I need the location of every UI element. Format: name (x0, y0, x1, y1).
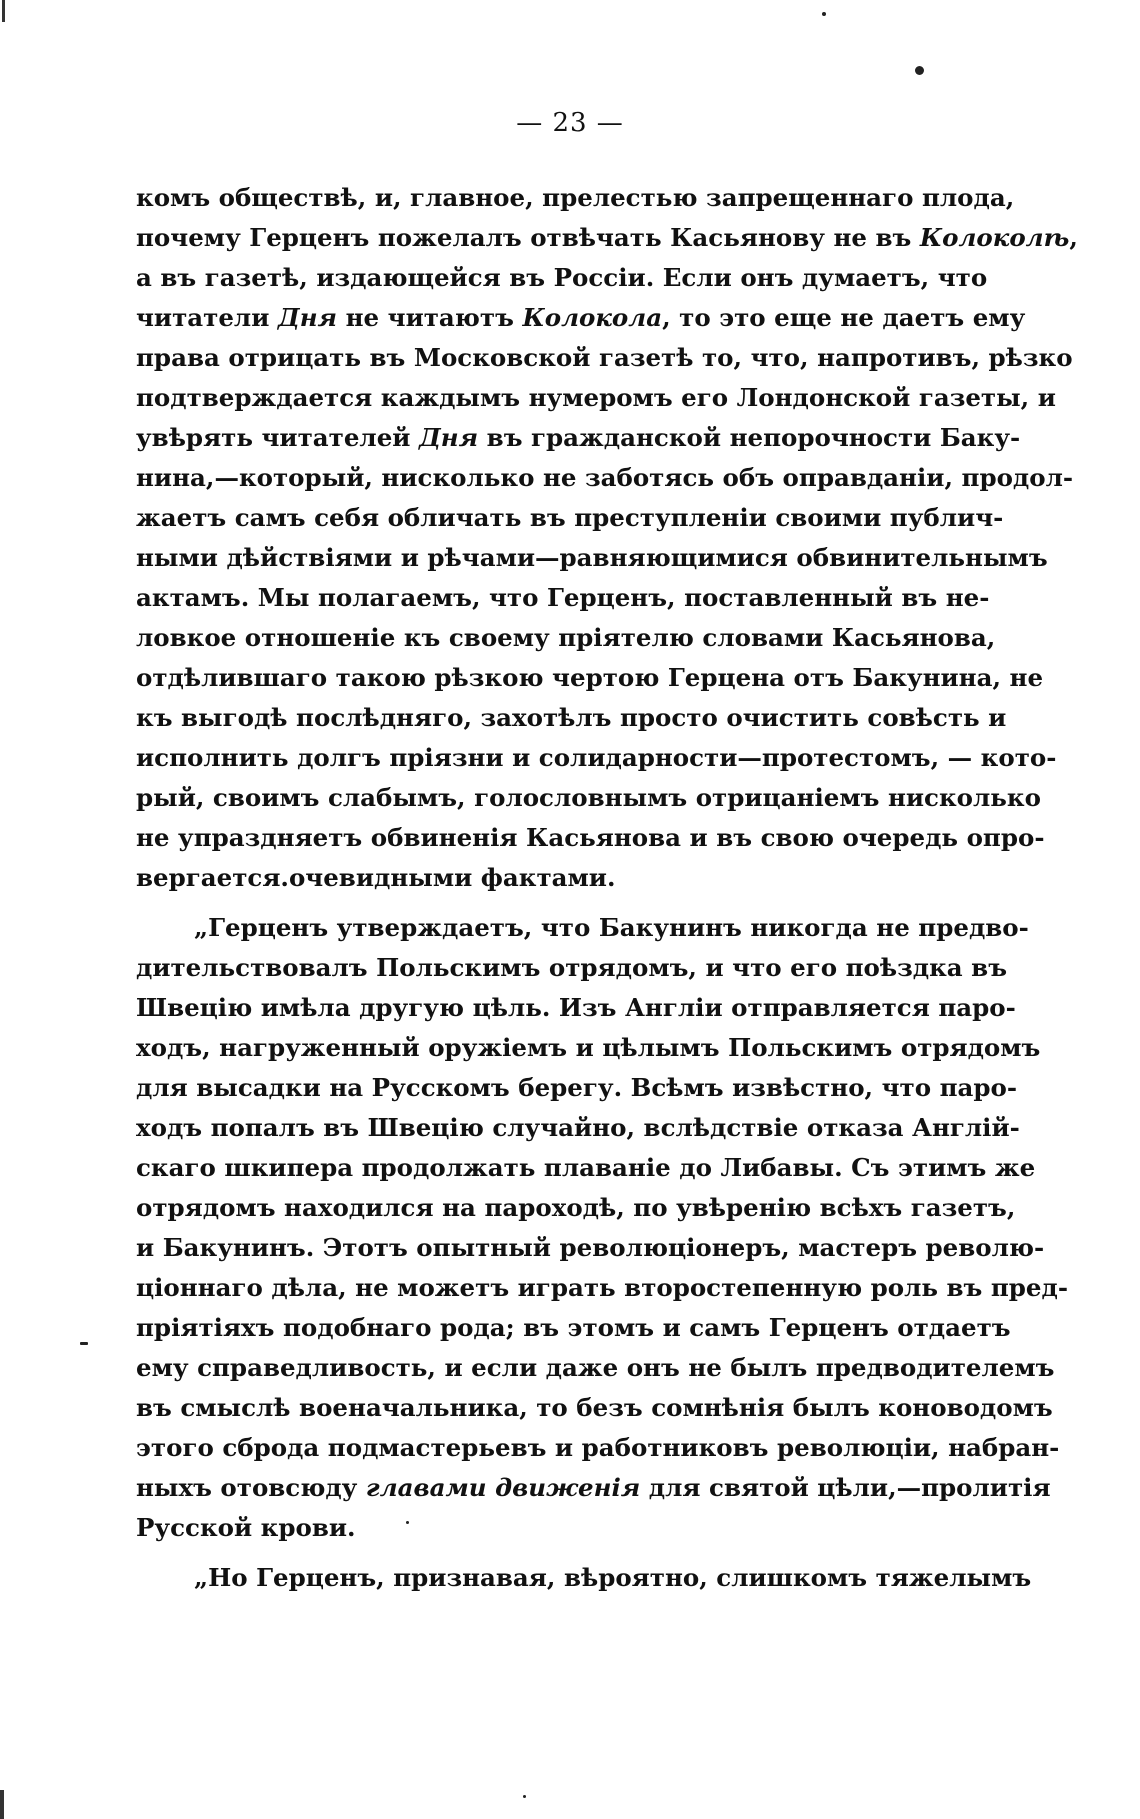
text-line: ему справедливость, и если даже онъ не былъ предводителемъ (136, 1353, 1055, 1382)
text-line: нина,—который, нисколько не заботясь объ оправданіи, продол- (136, 463, 1074, 492)
text-line: пріятіяхъ подобнаго рода; въ этомъ и самъ Герценъ отдаетъ (136, 1313, 1011, 1342)
text-line: Швецію имѣла другую цѣль. Изъ Англіи отправляется паро- (136, 993, 1016, 1022)
text-line: ловкое отношеніе къ своему пріятелю словами Касьянова, (136, 623, 996, 652)
text-line: почему Герценъ пожелалъ отвѣчать Касьянову не въ Колоколѣ, (136, 223, 1078, 252)
text-line: а въ газетѣ, издающейся въ Россіи. Если онъ думаетъ, что (136, 263, 988, 292)
italic-title: Колокола (522, 303, 663, 332)
text-line: въ смыслѣ военачальника, то безъ сомнѣнія былъ коноводомъ (136, 1393, 1053, 1422)
text-line: отрядомъ находился на пароходѣ, по увѣренію всѣхъ газетъ, (136, 1193, 1016, 1222)
text-line: „Герценъ утверждаетъ, что Бакунинъ никогда не предво- (194, 913, 1029, 942)
text-line: читатели Дня не читаютъ Колокола, то это еще не даетъ ему (136, 303, 1026, 332)
text-line: жаетъ самъ себя обличать въ преступленіи своими публич- (136, 503, 1004, 532)
text-line: ходъ, нагруженный оружіемъ и цѣлымъ Польскимъ отрядомъ (136, 1033, 1041, 1062)
text-line: не упраздняетъ обвиненія Касьянова и въ свою очередь опро- (136, 823, 1045, 852)
text-line: дительствовалъ Польскимъ отрядомъ, и что его поѣздка въ (136, 953, 1007, 982)
text-line: рый, своимъ слабымъ, голословнымъ отрицаніемъ нисколько (136, 783, 1041, 812)
paragraph-gap (136, 898, 978, 908)
scan-edge-mark (2, 0, 5, 22)
italic-title: Дня (277, 303, 338, 332)
text-line: комъ обществѣ, и, главное, прелестью запрещеннаго плода, (136, 183, 1015, 212)
scan-speck (523, 1795, 526, 1798)
scan-edge-mark (0, 1790, 4, 1819)
scan-speck (80, 1342, 88, 1345)
text-line: этого сброда подмастерьевъ и работниковъ революціи, набран- (136, 1433, 1060, 1462)
text-line: ходъ попалъ въ Швецію случайно, вслѣдствіе отказа Англій- (136, 1113, 1020, 1142)
text-line: вергается.очевидными фактами. (136, 863, 616, 892)
scan-speck (822, 12, 826, 16)
text-line: „Но Герценъ, признавая, вѣроятно, слишкомъ тяжелымъ (194, 1563, 1032, 1592)
page-number: — 23 — (516, 108, 624, 138)
italic-title: Колоколѣ (919, 223, 1070, 252)
text-line: для высадки на Русскомъ берегу. Всѣмъ извѣстно, что паро- (136, 1073, 1018, 1102)
italic-title: Дня (419, 423, 479, 452)
text-line: скаго шкипера продолжать плаваніе до Либавы. Съ этимъ же (136, 1153, 1036, 1182)
body-text (136, 178, 1078, 1598)
text-line: ными дѣйствіями и рѣчами—равняющимися обвинительнымъ (136, 543, 1048, 572)
scan-speck (915, 66, 924, 75)
text-line: ныхъ отовсюду главами движенія для святой цѣли,—пролитія (136, 1473, 1051, 1502)
text-line: исполнить долгъ пріязни и солидарности—протестомъ, — кото- (136, 743, 1057, 772)
scan-speck (406, 1521, 409, 1524)
text-line: актамъ. Мы полагаемъ, что Герценъ, поставленный въ не- (136, 583, 990, 612)
text-line: отдѣлившаго такою рѣзкою чертою Герцена отъ Бакунина, не (136, 663, 1044, 692)
text-line: увѣрять читателей Дня въ гражданской непорочности Баку- (136, 423, 1021, 452)
paragraph-gap (136, 1548, 978, 1558)
text-line: права отрицать въ Московской газетѣ то, что, напротивъ, рѣзко (136, 343, 1073, 372)
text-line: и Бакунинъ. Этотъ опытный революціонеръ, мастеръ револю- (136, 1233, 1045, 1262)
text-line: къ выгодѣ послѣдняго, захотѣлъ просто очистить совѣсть и (136, 703, 1007, 732)
text-line: Русской крови. (136, 1513, 356, 1542)
text-line: ціоннаго дѣла, не можетъ играть второстепенную роль въ пред- (136, 1273, 1068, 1302)
italic-title: главами движенія (365, 1473, 641, 1502)
text-line: подтверждается каждымъ нумеромъ его Лондонской газеты, и (136, 383, 1056, 412)
